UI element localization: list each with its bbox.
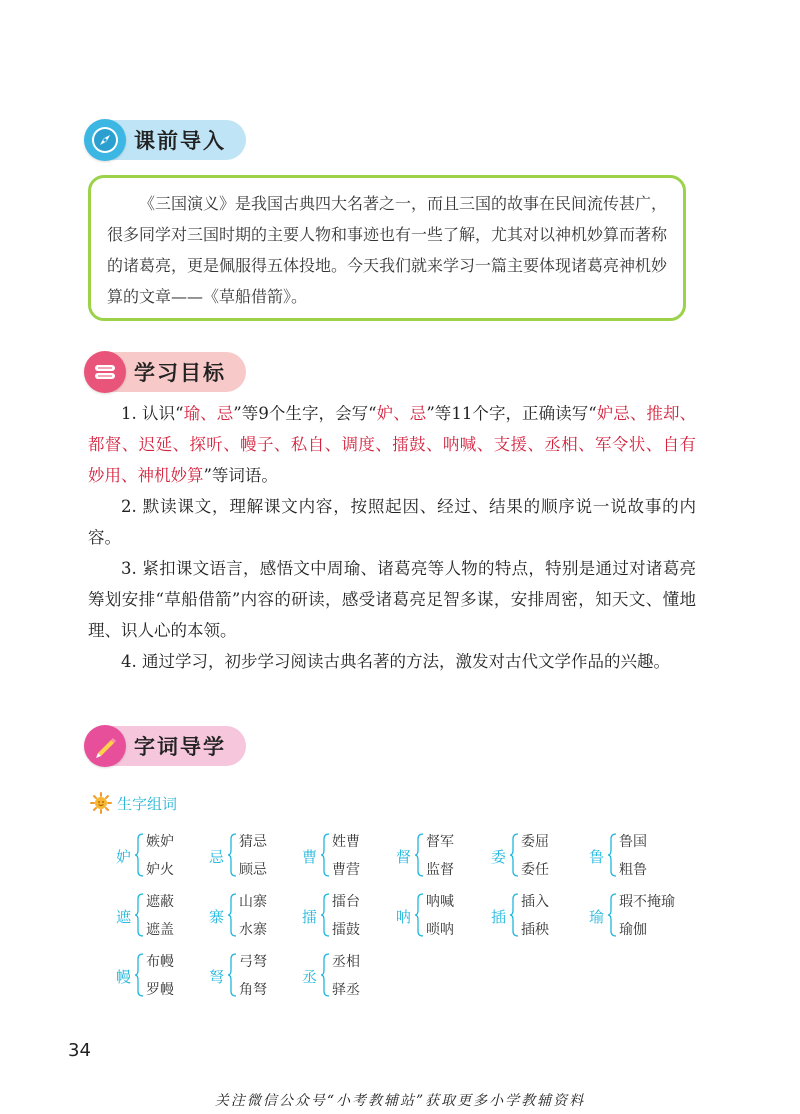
brace-icon	[607, 893, 617, 937]
vocab-word: 唢呐	[426, 922, 454, 938]
goals-list	[88, 398, 696, 677]
vocab-word: 瑕不掩瑜	[619, 894, 675, 910]
vocab-word: 插秧	[521, 922, 549, 938]
brace-icon	[134, 833, 144, 877]
vocab-char: 丞	[302, 968, 318, 986]
goal-1-part-4: ”等词语。	[203, 466, 278, 485]
vocab-char: 擂	[302, 908, 318, 926]
vocab-char: 督	[396, 848, 412, 866]
vocab-char: 曹	[302, 848, 318, 866]
brace-icon	[320, 893, 330, 937]
compass-icon	[84, 119, 126, 161]
brace-icon	[320, 953, 330, 997]
brace-icon	[320, 833, 330, 877]
vocab-word: 山寨	[239, 894, 267, 910]
intro-section-header	[86, 120, 246, 160]
goal-1-red-3: 妒忌、推却、都督、迟延、探听、幔子、私自、调度、擂鼓、呐喊、支援、丞相、军令状、自有妙用、神机妙算	[88, 404, 696, 485]
vocab-char: 瑜	[589, 908, 605, 926]
pencil-icon	[84, 725, 126, 767]
intro-box	[88, 175, 686, 321]
vocab-word: 曹营	[332, 862, 360, 878]
vocab-char: 弩	[209, 968, 225, 986]
intro-text: 《三国演义》是我国古典四大名著之一，而且三国的故事在民间流传甚广，很多同学对三国时期的主要人物和事迹也有一些了解，尤其对以神机妙算而著称的诸葛亮，更是佩服得五体投地。今天我们就来学习一篇主要体现诸葛亮神机妙算的文章——《草船借箭》。	[107, 194, 668, 306]
vocab-word: 插入	[521, 894, 549, 910]
vocab-word: 角弩	[239, 982, 267, 998]
brace-icon	[227, 953, 237, 997]
goals-section-header	[86, 352, 246, 392]
goal-2: 2. 默读课文，理解课文内容，按照起因、经过、结果的顺序说一说故事的内容。	[88, 497, 696, 547]
goal-4: 4. 通过学习，初步学习阅读古典名著的方法，激发对古代文学作品的兴趣。	[121, 652, 670, 671]
vocab-word: 擂鼓	[332, 922, 360, 938]
books-icon	[84, 351, 126, 393]
sun-icon	[90, 792, 112, 814]
goal-1-red-1: 瑜、忌	[183, 404, 234, 423]
goal-1	[88, 398, 696, 491]
vocab-word: 呐喊	[426, 894, 454, 910]
vocab-word: 妒火	[146, 862, 174, 878]
vocab-word: 姓曹	[332, 834, 360, 850]
vocab-char: 委	[491, 848, 507, 866]
brace-icon	[509, 893, 519, 937]
vocab-word: 丞相	[332, 954, 360, 970]
brace-icon	[414, 833, 424, 877]
goals-title: 学习目标	[134, 361, 226, 385]
vocab-word: 瑜伽	[619, 922, 647, 938]
intro-title: 课前导入	[134, 129, 226, 153]
vocab-word: 遮盖	[146, 922, 174, 938]
vocab-group	[491, 891, 601, 943]
vocab-group	[491, 831, 601, 883]
vocab-subtitle: 生字组词	[117, 794, 178, 813]
vocab-group	[396, 891, 506, 943]
vocab-char: 幔	[116, 968, 132, 986]
vocab-char: 呐	[396, 908, 412, 926]
vocab-group	[396, 831, 506, 883]
vocab-group	[589, 891, 699, 943]
vocab-word: 委屈	[521, 834, 549, 850]
vocab-word: 粗鲁	[619, 862, 647, 878]
brace-icon	[509, 833, 519, 877]
vocab-char: 插	[491, 908, 507, 926]
vocab-word: 水寨	[239, 922, 267, 938]
vocab-word: 布幔	[146, 954, 174, 970]
brace-icon	[134, 893, 144, 937]
brace-icon	[227, 893, 237, 937]
vocab-title: 字词导学	[134, 735, 226, 759]
goal-1-part-2: ”等9个生字，会写“	[233, 404, 377, 423]
vocab-word: 猜忌	[239, 834, 267, 850]
vocab-section-header	[86, 726, 246, 766]
vocab-char: 遮	[116, 908, 132, 926]
goal-1-part-3: ”等11个字，正确读写“	[426, 404, 597, 423]
vocab-group	[302, 951, 412, 1003]
vocab-word: 委任	[521, 862, 549, 878]
goal-1-part-1: 1. 认识“	[121, 404, 184, 423]
vocab-word: 顾忌	[239, 862, 267, 878]
vocab-group	[589, 831, 699, 883]
goal-1-red-2: 妒、忌	[376, 404, 427, 423]
vocab-word: 嫉妒	[146, 834, 174, 850]
vocab-word: 驿丞	[332, 982, 360, 998]
vocab-char: 寨	[209, 908, 225, 926]
page-number: 34	[68, 1040, 91, 1061]
brace-icon	[607, 833, 617, 877]
brace-icon	[227, 833, 237, 877]
vocab-word: 遮蔽	[146, 894, 174, 910]
vocab-word: 罗幔	[146, 982, 174, 998]
vocab-word: 擂台	[332, 894, 360, 910]
vocab-word: 督军	[426, 834, 454, 850]
brace-icon	[414, 893, 424, 937]
brace-icon	[134, 953, 144, 997]
footer-note: 关注微信公众号“小考教辅站”获取更多小学教辅资料	[214, 1093, 586, 1109]
vocab-word: 鲁国	[619, 834, 647, 850]
vocab-subheading	[90, 792, 177, 814]
goal-3: 3. 紧扣课文语言，感悟文中周瑜、诸葛亮等人物的特点，特别是通过对诸葛亮筹划安排“草船借箭”内容的研读，感受诸葛亮足智多谋，安排周密，知天文、懂地理、识人心的本领。	[88, 559, 696, 640]
vocab-word: 弓弩	[239, 954, 267, 970]
vocab-char: 鲁	[589, 848, 605, 866]
vocab-word: 监督	[426, 862, 454, 878]
vocab-char: 忌	[209, 848, 225, 866]
vocab-char: 妒	[116, 848, 132, 866]
